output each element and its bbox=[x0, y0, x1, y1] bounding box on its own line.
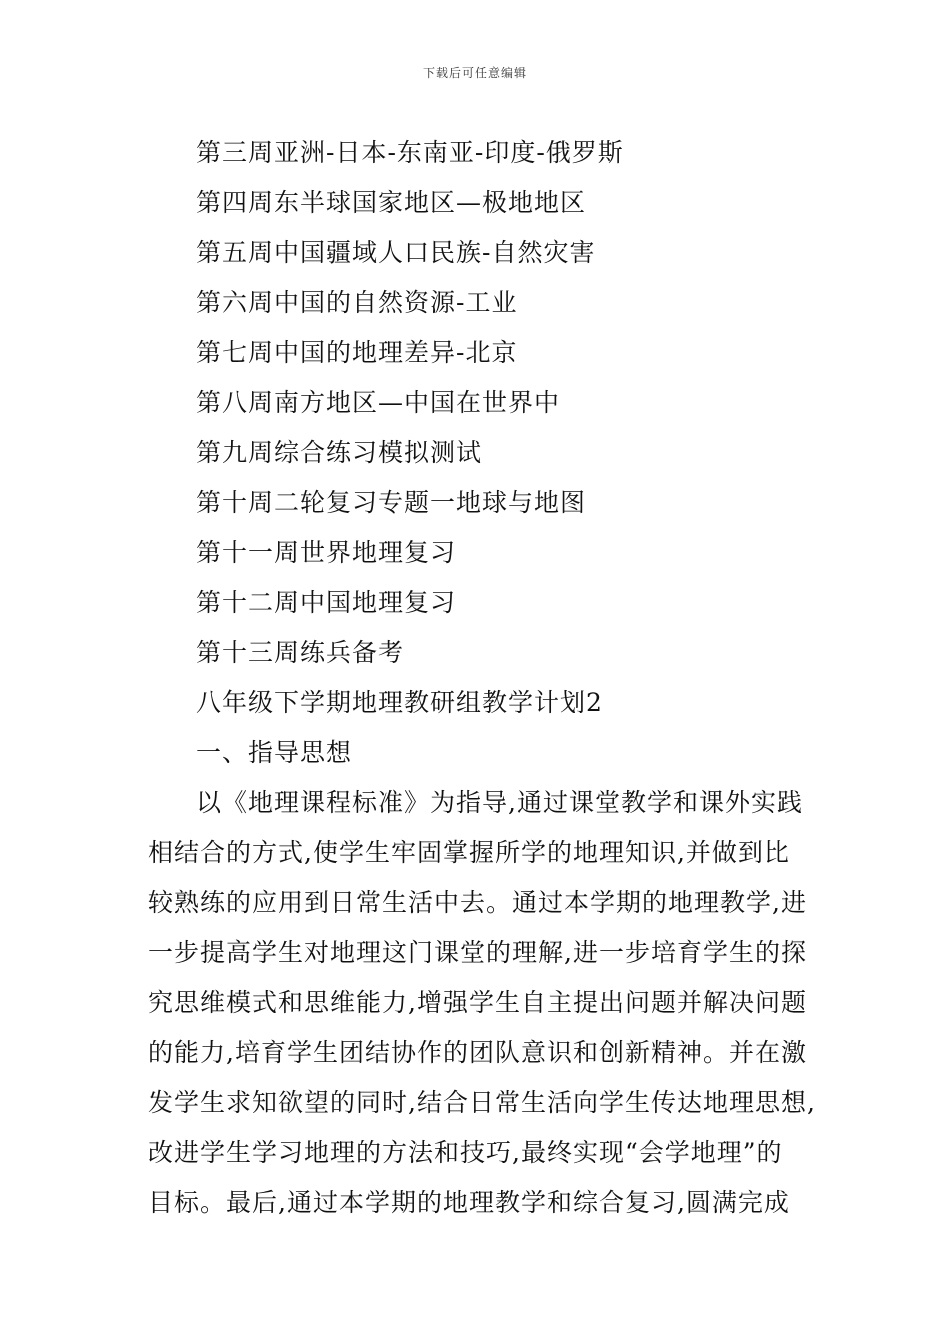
schedule-item: 第十周二轮复习专题一地球与地图 bbox=[196, 488, 587, 517]
paragraph-line: 改进学生学习地理的方法和技巧,最终实现“会学地理”的 bbox=[148, 1138, 783, 1167]
schedule-item: 第八周南方地区—中国在世界中 bbox=[196, 388, 561, 417]
schedule-item: 第四周东半球国家地区—极地地区 bbox=[196, 188, 587, 217]
paragraph-line: 究思维模式和思维能力,增强学生自主提出问题并解决问题 bbox=[148, 988, 807, 1017]
schedule-item: 第十二周中国地理复习 bbox=[196, 588, 457, 617]
paragraph-line: 发学生求知欲望的同时,结合日常生活向学生传达地理思想, bbox=[148, 1088, 816, 1117]
paragraph-line: 一步提高学生对地理这门课堂的理解,进一步培育学生的探 bbox=[148, 938, 807, 967]
schedule-item: 第七周中国的地理差异-北京 bbox=[196, 338, 518, 367]
document-body bbox=[148, 128, 818, 1228]
schedule-item: 第五周中国疆域人口民族-自然灾害 bbox=[196, 238, 596, 267]
schedule-item: 第六周中国的自然资源-工业 bbox=[196, 288, 518, 317]
header-note: 下载后可任意编辑 bbox=[422, 66, 527, 80]
schedule-item: 第九周综合练习模拟测试 bbox=[196, 438, 483, 467]
schedule-item: 第十三周练兵备考 bbox=[196, 638, 405, 667]
guiding-ideology-paragraph bbox=[148, 778, 818, 1228]
schedule-item: 第三周亚洲-日本-东南亚-印度-俄罗斯 bbox=[196, 138, 624, 167]
paragraph-line: 较熟练的应用到日常生活中去。通过本学期的地理教学,进 bbox=[148, 888, 807, 917]
section-title: 八年级下学期地理教研组教学计划2 bbox=[196, 688, 603, 717]
paragraph-line: 的能力,培育学生团结协作的团队意识和创新精神。并在激 bbox=[148, 1038, 807, 1067]
paragraph-line: 以《地理课程标准》为指导,通过课堂教学和课外实践 bbox=[196, 788, 803, 817]
paragraph-line: 相结合的方式,使学生牢固掌握所学的地理知识,并做到比 bbox=[148, 838, 790, 867]
paragraph-line: 目标。最后,通过本学期的地理教学和综合复习,圆满完成 bbox=[148, 1188, 790, 1217]
subsection-title: 一、指导思想 bbox=[196, 738, 353, 767]
schedule-item: 第十一周世界地理复习 bbox=[196, 538, 457, 567]
